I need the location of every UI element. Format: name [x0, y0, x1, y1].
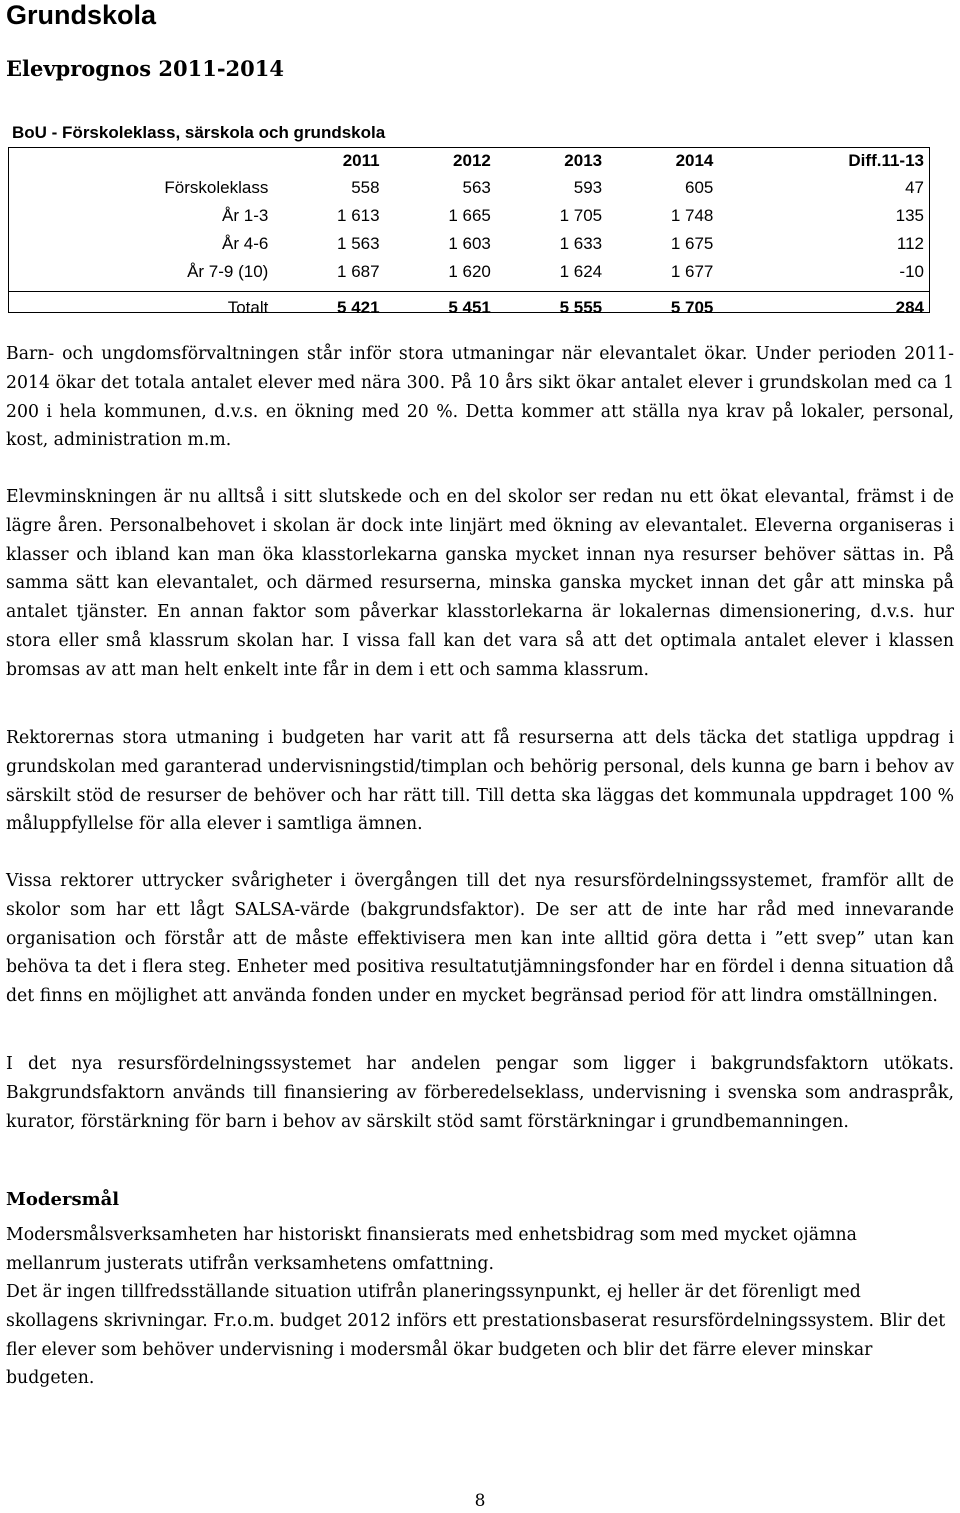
table-cell: 1 624	[559, 262, 603, 281]
table-cell: 1 665	[448, 206, 491, 225]
header-cell: 2012	[453, 151, 491, 170]
row-label: År 4-6	[222, 234, 269, 253]
table-cell: 1 603	[448, 234, 491, 253]
row-label: Totalt	[8, 292, 268, 325]
table-cell: 47	[905, 178, 924, 197]
table-caption: BoU - Förskoleklass, särskola och grundskola	[12, 123, 386, 142]
table-cell: 1 613	[337, 206, 380, 225]
table-cell: 1 675	[670, 234, 714, 253]
table-cell: 1 563	[337, 234, 380, 253]
table-cell: 1 748	[670, 206, 714, 225]
body-paragraph: Elevminskningen är nu alltså i sitt slutskede och en del skolor ser redan nu ett ökat elevantal, främst i de lägre åren. Personalbehovet i skolan är dock inte linjärt med ökning av elevantalet. Eleverna organiseras i klasser och ibland kan man öka klasstorlekarna ganska mycket innan nya resurser behöver sättas in. På samma sätt kan elevantalet, och därmed resurserna, minska ganska mycket innan det går att minska på antalet tjänster. En annan faktor som påverkar klasstorlekarna är lokalernas dimensionering, d.v.s. hur stora eller små klassrum skolan har. I vissa fall kan det vara så att det optimala antalet elever i klassen bromsas av att man helt enkelt inte får in dem i ett och samma klassrum.	[6, 487, 954, 680]
body-paragraph: Barn- och ungdomsförvaltningen står inför stora utmaningar när elevantalet ökar. Under perioden 2011-2014 ökar det totala antalet elever med nära 300. På 10 års sikt ökar antalet elever i grundskolan med ca 1 200 i hela kommunen, d.v.s. en ökning med 20 %. Detta kommer att ställa nya krav på lokaler, personal, kost, administration m.m.	[6, 344, 954, 451]
table-cell: 1 620	[448, 262, 491, 281]
forecast-table	[8, 148, 930, 324]
table-cell: 563	[462, 178, 491, 197]
table-header-row	[8, 148, 930, 174]
total-cell: 5 421	[268, 292, 379, 325]
table-cell: 1 687	[337, 262, 380, 281]
header-cell-empty	[8, 148, 268, 174]
table-cell: 593	[573, 178, 603, 197]
total-cell: 5 555	[491, 292, 602, 325]
total-cell: 284	[713, 292, 930, 325]
body-paragraph: Rektorernas stora utmaning i budgeten har varit att få resurserna att dels täcka det statliga uppdrag i grundskolan med garanterad undervisningstid/timplan och behörig personal, dels kunna ge barn i behov av särskilt stöd de resurser de behöver och har rätt till. Till detta ska läggas det kommunala uppdraget 100 % måluppfyllelse för alla elever i samtliga ämnen.	[6, 728, 954, 835]
table-cell: 1 633	[559, 234, 603, 253]
body-paragraph: Vissa rektorer uttrycker svårigheter i övergången till det nya resursfördelningssystemet, framför allt de skolor som har ett lågt SALSA-värde (bakgrundsfaktor). De ser att de inte har råd med innevarande organisation och förstår att de måste effektivisera men kan inte alltid göra detta i ”ett svep” utan kan behöva ta det i flera steg. Enheter med positiva resultatutjämningsfonder har en fördel i denna situation då det finns en möjlighet att använda fonden under en mycket begränsad period för att lindra omställningen.	[6, 871, 954, 1007]
section-subtitle: Elevprognos 2011-2014	[6, 56, 285, 81]
body-paragraph: Det är ingen tillfredsställande situation utifrån planeringssynpunkt, ej heller är det förenligt med skollagens skrivningar. Fr.o.m. budget 2012 införs ett prestationsbaserat resursfördelningssystem. Blir det fler elever som behöver undervisning i modersmål ökar budgeten och blir det färre elever minskar budgeten.	[6, 1282, 946, 1389]
table-row	[8, 230, 930, 258]
total-cell: 5 705	[602, 292, 713, 325]
body-paragraph: I det nya resursfördelningssystemet har andelen pengar som ligger i bakgrundsfaktorn utökats. Bakgrundsfaktorn används till finansiering av förberedelseklass, undervisning i svenska som andraspråk, kurator, förstärkning för barn i behov av särskilt stöd samt förstärkningar i grundbemanningen.	[6, 1054, 954, 1132]
header-cell: 2014	[675, 151, 714, 170]
row-label: Förskoleklass	[164, 178, 269, 197]
table-cell: -10	[899, 262, 924, 281]
row-label: År 1-3	[222, 206, 269, 225]
table-cell: 1 677	[670, 262, 714, 281]
table-cell: 1 705	[559, 206, 603, 225]
table-row	[8, 174, 930, 202]
page-title: Grundskola	[6, 0, 157, 30]
section-heading: Modersmål	[6, 1189, 120, 1210]
table-cell: 558	[351, 178, 380, 197]
header-cell: Diff.11-13	[848, 151, 924, 170]
header-cell: 2013	[564, 151, 603, 170]
table-row	[8, 202, 930, 230]
row-label: År 7-9 (10)	[187, 262, 269, 281]
table-cell: 135	[895, 206, 924, 225]
total-cell: 5 451	[380, 292, 491, 325]
page-number: 8	[474, 1491, 486, 1511]
table-cell: 112	[896, 234, 924, 253]
table-total-row	[8, 292, 930, 325]
header-cell: 2011	[342, 151, 380, 170]
body-paragraph: Modersmålsverksamheten har historiskt finansierats med enhetsbidrag som med mycket ojämna mellanrum justerats utifrån verksamhetens omfattning.	[6, 1225, 857, 1274]
table-cell: 605	[685, 178, 714, 197]
table-row	[8, 258, 930, 286]
